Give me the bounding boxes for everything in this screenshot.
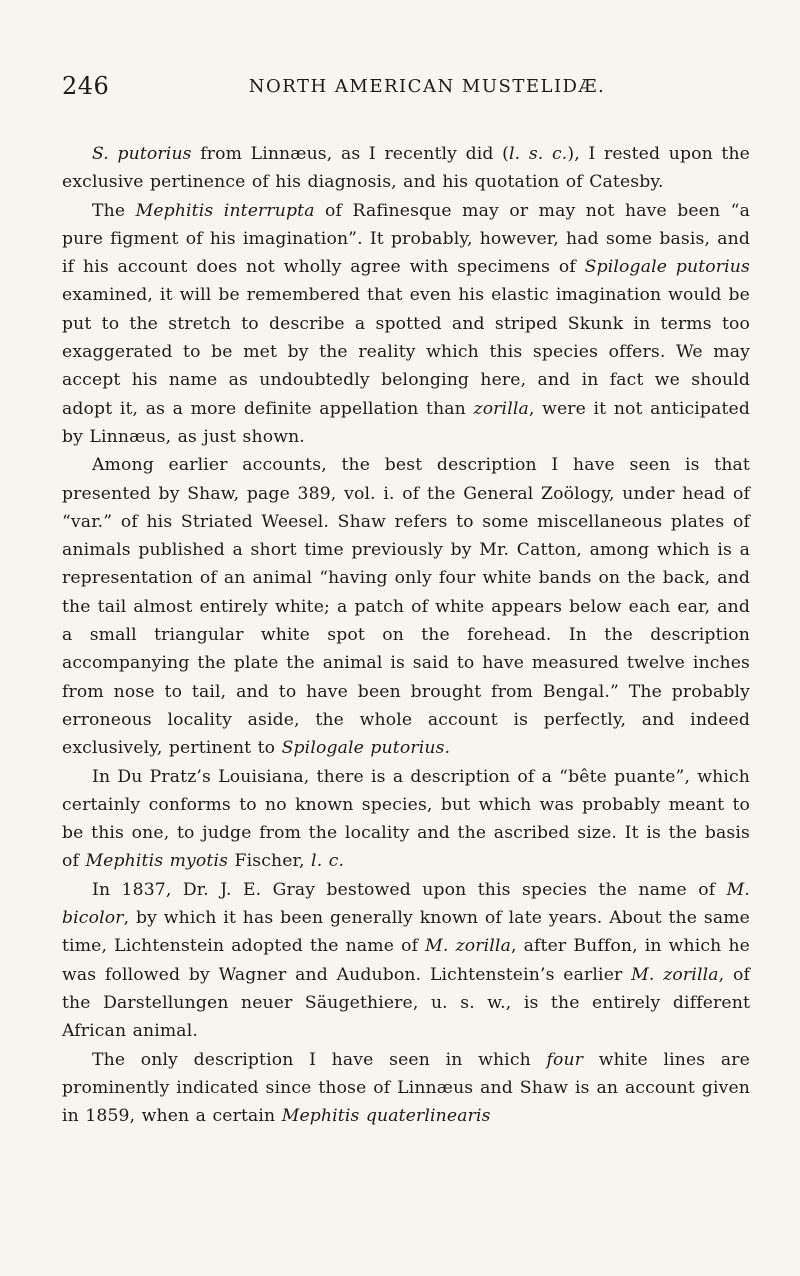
text-segment: , after Buffon, in which he was followed by Wagner and Audubon. Lichtenstein’s earlier	[62, 936, 750, 985]
italic-text: Mephitis myotis	[85, 851, 229, 872]
text-segment: of Rafinesque may or may not have been “a pure figment of his imagination”. It probably, however, had some basis, and if his account does not wholly agree with specimens of	[62, 200, 750, 278]
italic-text: l. c.	[311, 851, 345, 872]
text-segment: white lines are prominently indicated since those of Linnæus and Shaw is an account given in 1859, when a certain	[62, 1049, 750, 1127]
italic-text: M. zorilla	[425, 936, 511, 957]
text-segment: Fischer,	[228, 851, 312, 872]
text-segment: from Linnæus, as I recently did (	[191, 144, 509, 164]
paragraph	[62, 140, 750, 197]
italic-text: Spilogale putorius	[584, 257, 750, 278]
italic-text: M. zorilla	[631, 964, 719, 985]
text-segment: , by which it has been generally known of late years. About the same time, Lichtenstein adopted the name of	[62, 908, 750, 957]
italic-text: S. putorius	[92, 144, 192, 164]
italic-text: l. s. c.	[508, 144, 568, 164]
italic-text: Spilogale putorius.	[281, 738, 451, 759]
text-segment: The only description I have seen in which	[92, 1049, 547, 1070]
paragraph	[62, 451, 750, 762]
text-segment: In 1837, Dr. J. E. Gray bestowed upon this species the name of	[92, 879, 727, 900]
paragraph	[62, 1046, 750, 1131]
italic-text: Mephitis interrupta	[135, 200, 315, 221]
paragraph	[62, 197, 750, 452]
body-text	[62, 140, 750, 1130]
running-head: NORTH AMERICAN MUSTELIDÆ.	[248, 76, 606, 97]
text-segment: The	[92, 200, 136, 221]
text-segment: examined, it will be remembered that even his elastic imagination would be put to the stretch to describe a spotted and striped Skunk in terms too exaggerated to be met by the reality which this species offers. We may accept his name as undoubtedly belonging here, and in fact we should adopt it, as a more definite appellation than	[62, 285, 750, 419]
page-number: 246	[62, 72, 110, 100]
italic-text: zorilla	[473, 398, 529, 419]
italic-text: four	[546, 1049, 584, 1070]
page-header	[62, 72, 752, 104]
italic-text: Mephitis quaterlinearis	[281, 1106, 491, 1127]
paragraph	[62, 876, 750, 1046]
text-segment: , of the Darstellungen neuer Säugethiere, u. s. w., is the entirely different African animal.	[62, 964, 750, 1042]
text-segment: ), I rested upon the exclusive pertinence of his diagnosis, and his quotation of Catesby.	[62, 144, 751, 193]
italic-text: M. bicolor	[62, 879, 750, 929]
paragraph	[62, 763, 750, 876]
text-segment: Among earlier accounts, the best description I have seen is that presented by Shaw, page 389, vol. i. of the General Zoölogy, under head of “var.” of his Striated Weesel. Shaw refers to some miscellaneous plates of animals published a short time previously by Mr. Catton, among which is a representation of an animal “having only four white bands on the back, and the tail almost entirely white; a patch of white appears below each ear, and a small triangular white spot on the forehead. In the description accompanying the plate the animal is said to have measured twelve inches from nose to tail, and to have been brought from Bengal.” The probably erroneous locality aside, the whole account is perfectly, and indeed exclusively, pertinent to	[62, 455, 750, 759]
text-segment: , were it not anticipated by Linnæus, as just shown.	[62, 398, 750, 447]
text-segment: In Du Pratz’s Louisiana, there is a description of a “bête puante”, which certainly conforms to no known species, but which was probably meant to be this one, to judge from the locality and the ascribed size. It is the basis of	[62, 766, 750, 872]
